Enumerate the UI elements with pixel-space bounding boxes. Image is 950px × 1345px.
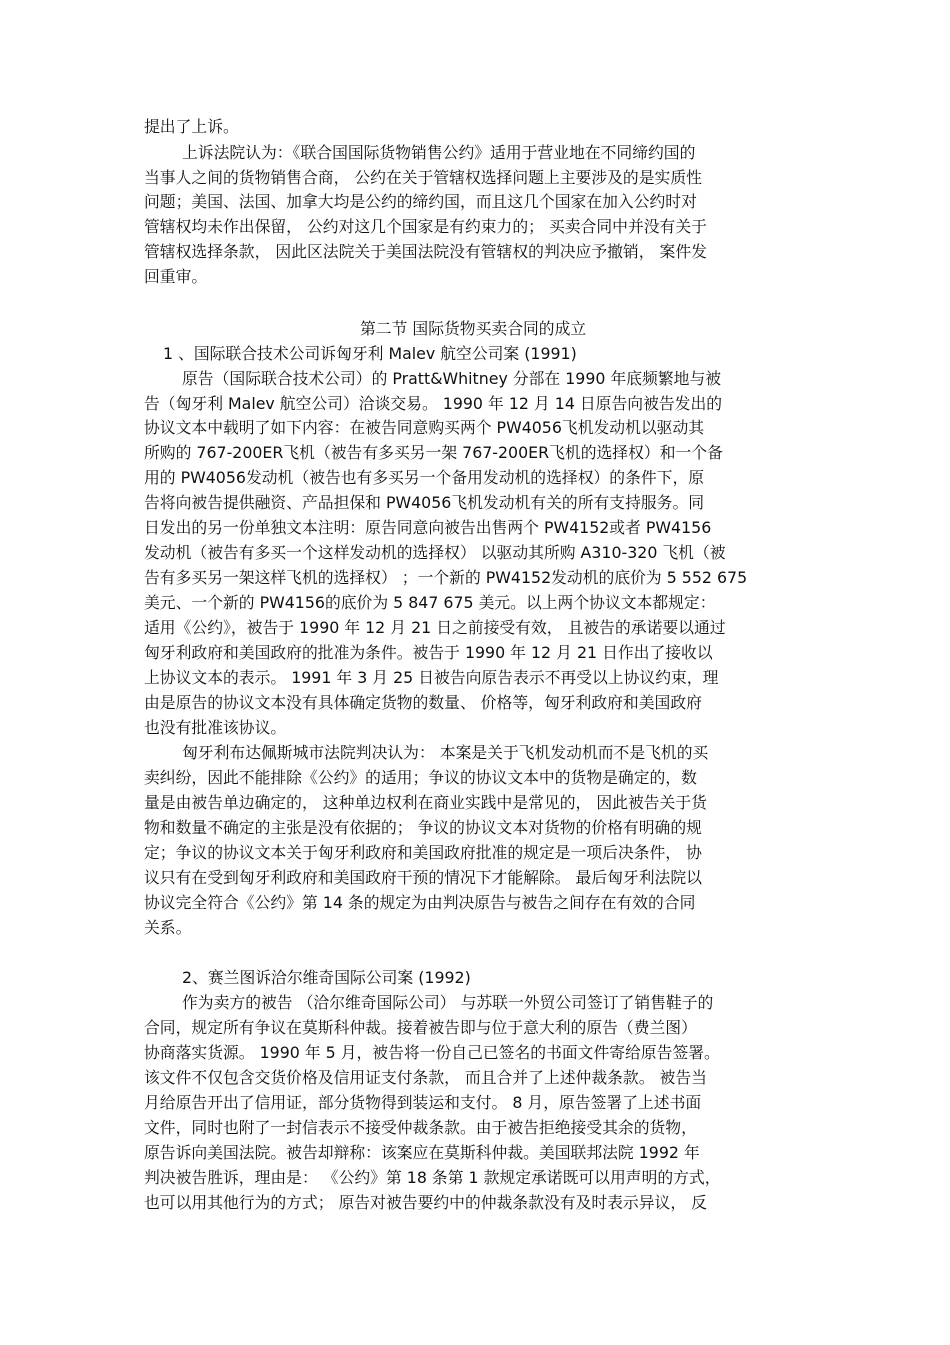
case-heading: 1 、国际联合技术公司诉匈牙利 Malev 航空公司案 (1991) [163,344,577,363]
text-line: 协商落实货源。 1990 年 5 月，被告将一份自己已签名的书面文件寄给原告签署。 [144,1043,720,1062]
text-line: 协议文本中载明了如下内容：在被告同意购买两个 PW4056飞机发动机以驱动其 [144,418,705,437]
text-line: 日发出的另一份单独文本注明：原告同意向被告出售两个 PW4152或者 PW4156 [144,518,712,537]
text-line: 匈牙利布达佩斯城市法院判决认为： 本案是关于飞机发动机而不是飞机的买 [182,743,709,762]
text-line: 也可以用其他行为的方式； 原告对被告要约中的仲裁条款没有及时表示异议， 反 [144,1193,707,1212]
text-line: 定；争议的协议文本关于匈牙利政府和美国政府批准的规定是一项后决条件， 协 [144,843,702,862]
text-line: 匈牙利政府和美国政府的批准为条件。被告于 1990 年 12 月 21 日作出了接收以 [144,643,713,662]
text-line: 原告（国际联合技术公司）的 Pratt&Whitney 分部在 1990 年底频繁地与被 [182,369,722,388]
case-heading: 2、赛兰图诉洽尔维奇国际公司案 (1992) [182,968,471,987]
text-line: 由是原告的协议文本没有具体确定货物的数量、 价格等，匈牙利政府和美国政府 [144,693,702,712]
text-line: 文件，同时也附了一封信表示不接受仲裁条款。由于被告拒绝接受其余的货物， [144,1118,697,1137]
text-line: 告将向被告提供融资、产品担保和 PW4056飞机发动机有关的所有支持服务。同 [144,493,705,512]
text-line: 议只有在受到匈牙利政府和美国政府干预的情况下才能解除。 最后匈牙利法院以 [144,868,702,887]
text-line: 上诉法院认为：《联合国国际货物销售公约》适用于营业地在不同缔约国的 [182,143,696,162]
text-line: 也没有批准该协议。 [144,718,287,737]
text-line: 上协议文本的表示。 1991 年 3 月 25 日被告向原告表示不再受以上协议约束，理 [144,668,719,687]
text-line: 发动机（被告有多买一个这样发动机的选择权） 以驱动其所购 A310-320 飞机（被 [144,543,726,562]
section-heading: 第二节 国际货物买卖合同的成立 [360,319,587,338]
text-line: 该文件不仅包含交货价格及信用证支付条款， 而且合并了上述仲裁条款。 被告当 [144,1068,707,1087]
text-line: 用的 PW4056发动机（被告也有多买另一个备用发动机的选择权）的条件下，原 [144,468,705,487]
text-line: 告（匈牙利 Malev 航空公司）洽谈交易。 1990 年 12 月 14 日原告向被告发出的 [144,394,723,413]
text-line: 判决被告胜诉，理由是： 《公约》第 18 条第 1 款规定承诺既可以用声明的方式， [144,1168,721,1187]
text-line: 作为卖方的被告 （洽尔维奇国际公司） 与苏联一外贸公司签订了销售鞋子的 [182,993,714,1012]
text-line: 告有多买另一架这样飞机的选择权） ；一个新的 PW4152发动机的底价为 5 552 675 [144,568,748,587]
text-line: 合同，规定所有争议在莫斯科仲裁。接着被告即与位于意大利的原告（费兰图） [144,1018,697,1037]
text-line: 提出了上诉。 [144,117,239,136]
text-line: 回重审。 [144,267,208,286]
text-line: 量是由被告单边确定的， 这种单边权利在商业实践中是常见的， 因此被告关于货 [144,793,707,812]
text-line: 问题；美国、法国、加拿大均是公约的缔约国，而且这几个国家在加入公约时对 [144,192,697,211]
text-line: 协议完全符合《公约》第 14 条的规定为由判决原告与被告之间存在有效的合同 [144,893,696,912]
text-line: 管辖权选择条款， 因此区法院关于美国法院没有管辖权的判决应予撤销， 案件发 [144,242,707,261]
text-line: 卖纠纷，因此不能排除《公约》的适用；争议的协议文本中的货物是确定的，数 [144,768,697,787]
text-line: 当事人之间的货物销售合商， 公约在关于管辖权选择问题上主要涉及的是实质性 [144,168,702,187]
text-line: 原告诉向美国法院。被告却辩称：该案应在莫斯科仲裁。美国联邦法院 1992 年 [144,1143,700,1162]
text-line: 物和数量不确定的主张是没有依据的； 争议的协议文本对货物的价格有明确的规 [144,818,702,837]
text-line: 适用《公约》，被告于 1990 年 12 月 21 日之前接受有效， 且被告的承诺要以通过 [144,618,726,637]
text-line: 关系。 [144,918,192,937]
text-line: 美元、一个新的 PW4156的底价为 5 847 675 美元。以上两个协议文本都规定： [144,593,716,612]
text-line: 管辖权均未作出保留， 公约对这几个国家是有约束力的； 买卖合同中并没有关于 [144,217,707,236]
text-line: 月给原告开出了信用证，部分货物得到装运和支付。 8 月，原告签署了上述书面 [144,1093,702,1112]
text-line: 所购的 767-200ER飞机（被告有多买另一架 767-200ER飞机的选择权）和一个备 [144,443,723,462]
